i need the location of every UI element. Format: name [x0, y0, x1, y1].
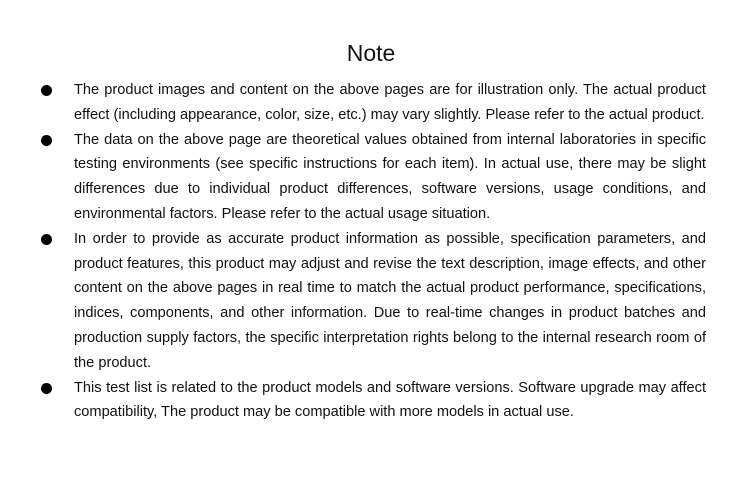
bullet-icon [41, 234, 52, 245]
page-title: Note [346, 40, 396, 66]
list-item [0, 376, 706, 426]
note-text: The product images and content on the above pages are for illustration only. The actual product effect (including appearance, color, size, etc.) may vary slightly. Please refer to the actual product. [74, 82, 706, 123]
note-text: The data on the above page are theoretical values obtained from internal laboratories in specific testing environments (see specific instructions for each item). In actual use, there may be slight differences due to individual product differences, software versions, usage conditions, and environmental factors. Please refer to the actual usage situation. [74, 131, 706, 222]
bullet-icon [41, 383, 52, 394]
note-list [0, 78, 750, 425]
list-item [0, 227, 706, 376]
list-item [0, 128, 706, 227]
note-text: In order to provide as accurate product information as possible, specification parameters, and product features, this product may adjust and revise the text description, image effects, and other content on the above pages in real time to match the actual product performance, specifications, indices, components, and other information. Due to real-time changes in product batches and production supply factors, the specific interpretation rights belong to the internal research room of the product. [74, 230, 706, 371]
bullet-icon [41, 135, 52, 146]
note-text: This test list is related to the product models and software versions. Software upgrade may affect compatibility, The product may be compatible with more models in actual use. [74, 379, 706, 421]
list-item [0, 78, 706, 128]
bullet-icon [41, 85, 52, 96]
